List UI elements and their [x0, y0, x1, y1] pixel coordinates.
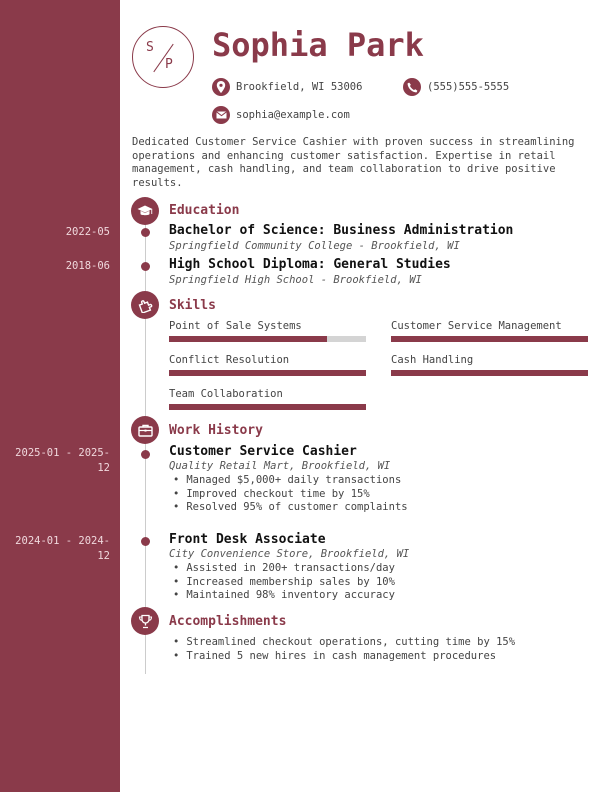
trophy-icon: [131, 607, 159, 635]
skill-item: [169, 354, 366, 376]
skill-bar: [391, 370, 588, 376]
skill-name: Team Collaboration: [169, 388, 283, 400]
work-date-line: 12: [97, 550, 110, 562]
education-degree: High School Diploma: General Studies: [169, 257, 451, 272]
skill-name: Conflict Resolution: [169, 354, 290, 366]
work-date-line: 2024-01 - 2024-: [15, 535, 110, 547]
list-item: • Managed $5,000+ daily transactions: [173, 474, 408, 488]
education-degree: Bachelor of Science: Business Administration: [169, 223, 514, 238]
graduation-cap-icon: [131, 197, 159, 225]
envelope-icon: [212, 106, 230, 124]
email-text[interactable]: sophia@example.com: [236, 109, 350, 121]
skill-item: [169, 388, 366, 410]
section-title-accomplishments: Accomplishments: [169, 614, 287, 629]
job-title: Front Desk Associate: [169, 532, 326, 547]
puzzle-icon: [131, 291, 159, 319]
phone-text[interactable]: (555)555-5555: [427, 81, 510, 93]
monogram-first-initial: S: [146, 40, 154, 55]
skill-bar-fill: [391, 370, 588, 376]
work-date: [4, 534, 110, 564]
timeline-dot: [141, 450, 150, 459]
timeline-dot: [141, 537, 150, 546]
skill-bar-fill: [391, 336, 588, 342]
briefcase-icon: [131, 416, 159, 444]
skill-bar: [391, 336, 588, 342]
skill-bar: [169, 404, 366, 410]
work-date: [4, 446, 110, 476]
list-item: • Maintained 98% inventory accuracy: [173, 589, 395, 603]
contact-phone: [403, 78, 509, 96]
skill-bar-fill: [169, 404, 366, 410]
skill-name: Cash Handling: [391, 354, 474, 366]
timeline-dot: [141, 262, 150, 271]
location-text: Brookfield, WI 53006: [236, 81, 363, 93]
skill-item: [391, 320, 588, 342]
list-item: • Increased membership sales by 10%: [173, 576, 395, 590]
job-company: City Convenience Store, Brookfield, WI: [169, 548, 410, 560]
job-title: Customer Service Cashier: [169, 444, 357, 459]
skill-name: Customer Service Management: [391, 320, 562, 332]
list-item: • Trained 5 new hires in cash management procedures: [173, 650, 515, 664]
monogram: [132, 26, 194, 88]
skill-name: Point of Sale Systems: [169, 320, 302, 332]
candidate-name: Sophia Park: [212, 26, 424, 64]
education-date: 2018-06: [65, 260, 110, 272]
location-pin-icon: [212, 78, 230, 96]
sidebar: [0, 0, 120, 792]
job-bullets: [173, 562, 395, 603]
list-item: • Improved checkout time by 15%: [173, 488, 408, 502]
skill-item: [391, 354, 588, 376]
job-bullets: [173, 474, 408, 515]
list-item: • Assisted in 200+ transactions/day: [173, 562, 395, 576]
contact-email: [212, 106, 350, 124]
job-company: Quality Retail Mart, Brookfield, WI: [169, 460, 391, 472]
work-date-line: 12: [97, 462, 110, 474]
education-school: Springfield High School - Brookfield, WI: [169, 274, 422, 286]
monogram-last-initial: P: [165, 57, 173, 72]
list-item: • Resolved 95% of customer complaints: [173, 501, 408, 515]
section-title-education: Education: [169, 203, 240, 218]
skill-bar-fill: [169, 370, 366, 376]
phone-icon: [403, 78, 421, 96]
skill-item: [169, 320, 366, 342]
list-item: • Streamlined checkout operations, cutting time by 15%: [173, 636, 515, 650]
professional-summary: Dedicated Customer Service Cashier with proven success in streamlining operations and enhancing customer satisfaction. Expertise in retail management, cash handling, and team collaboration to drive positive results.: [132, 136, 575, 189]
section-title-work-history: Work History: [169, 423, 263, 438]
accomplishment-bullets: [173, 636, 515, 663]
skill-bar: [169, 336, 366, 342]
section-title-skills: Skills: [169, 298, 216, 313]
education-school: Springfield Community College - Brookfield, WI: [169, 240, 460, 252]
education-date: 2022-05: [65, 226, 110, 238]
contact-location: [212, 78, 362, 96]
skill-bar: [169, 370, 366, 376]
work-date-line: 2025-01 - 2025-: [15, 447, 110, 459]
skill-bar-fill: [169, 336, 327, 342]
timeline-dot: [141, 228, 150, 237]
